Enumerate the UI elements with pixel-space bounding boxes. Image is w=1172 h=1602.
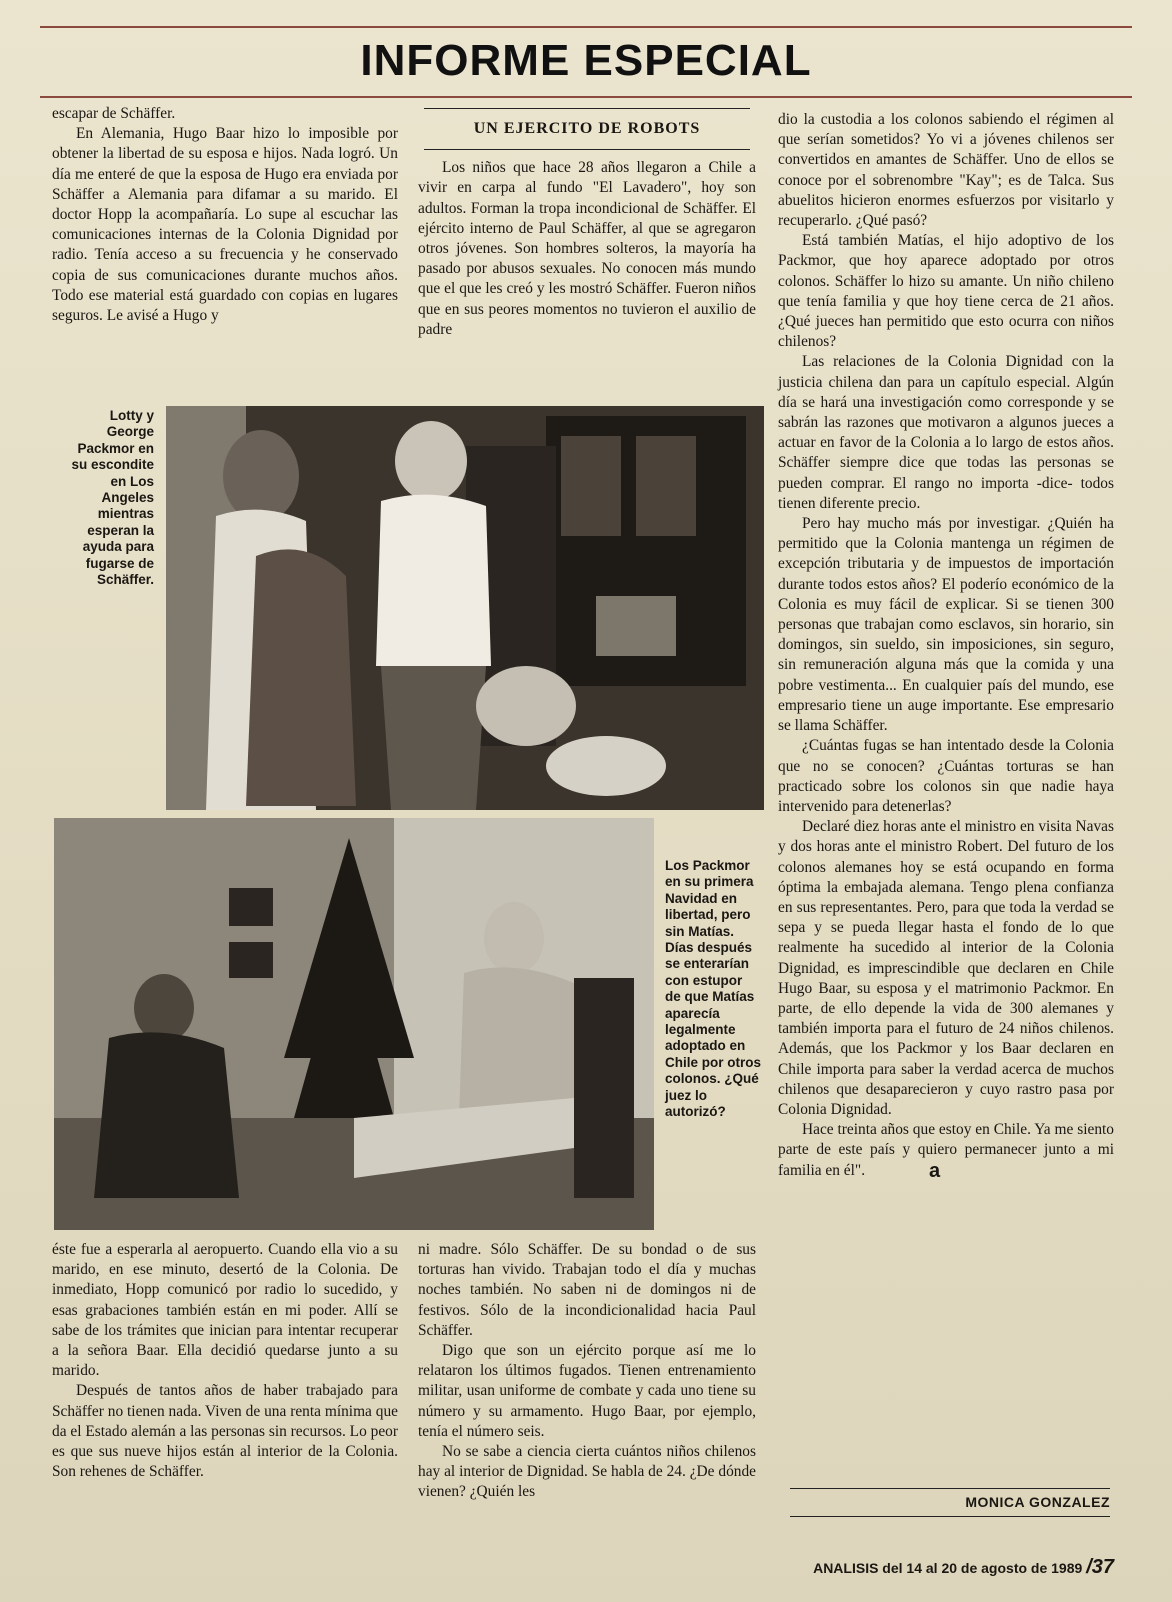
paragraph: Declaré diez horas ante el ministro en visita Navas y dos horas ante el ministro Robert. Del futuro de los colonos alemanes hoy se está ocupando en forma óptima la embajada alemana. Tengo plena confianza en sus representantes. Pero, para que toda la verdad se sepa y se pueda llegar hasta el fondo de lo que realmente ha sucedido al interior de la Colonia Dignidad, es imprescindible que declaren en Chile Hugo Baar, su esposa y el matrimonio Packmor. En parte, de ello depende la vida de 300 alemanes y también importa para el futuro de 24 niños chilenos. Además, que los Packmor y los Baar declaren en Chile importa para saber la verdad acerca de muchos chilenos que desaparecieron y cuyo rastro pasa por Colonia Dignidad. [778, 818, 1114, 1118]
paragraph: dio la custodia a los colonos sabiendo el régimen al que serían sometidos? Yo vi a jóvenes chilenos ser convertidos en amantes de Schäffer. Uno de ellos se conoce por el sobrenombre "Kay"; es de Talca. Sus abuelitos hicieron enormes esfuerzos por visitarlo y recuperarlo. ¿Qué pasó? [778, 111, 1114, 230]
photo-caption-1: Lotty y George Packmor en su escondite en Los Angeles mientras esperan la ayuda para fugarse de Schäffer. [71, 408, 154, 588]
subhead-rule-bottom [424, 149, 750, 150]
publication-info: ANALISIS del 14 al 20 de agosto de 1989 [813, 1560, 1083, 1576]
photo-illustration [54, 818, 654, 1230]
paragraph-last [778, 1120, 1114, 1181]
right-column [778, 110, 1114, 1181]
subhead-rule-top [424, 108, 750, 109]
photo-packmor-christmas [54, 818, 654, 1230]
byline-rule-bottom [790, 1516, 1110, 1517]
paragraph: éste fue a esperarla al aeropuerto. Cuando ella vio a su marido, en ese minuto, desertó de la Colonia. De inmediato, Hopp comunicó por radio lo sucedido, y esas grabaciones también están en mi poder. Allí se sabe de los trámites que inician para intentar recuperar a la señora Baar. Ella decidió quedarse junto a su marido. [52, 1241, 398, 1380]
byline-rule-top [790, 1488, 1110, 1489]
paragraph: ¿Cuántas fugas se han intentado desde la Colonia que no se conocen? ¿Cuántas torturas se han practicado sobre los colonos sin que nadie haya intervenido para detenerlas? [778, 737, 1114, 815]
paragraph: Las relaciones de la Colonia Dignidad con la justicia chilena dan para un capítulo especial. Algún día se hará una investigación como corresponde y se sabrán las razones que motivaron a algunos jueces a actuar en favor de la Colonia a lo largo de estos años. Schäffer siempre dice que todas las personas se pueden comprar. El rango no importa -dice- todos tienen diferente precio. [778, 353, 1114, 512]
paragraph: No se sabe a ciencia cierta cuántos niños chilenos hay al interior de Dignidad. Se habla de 24. ¿De dónde vienen? ¿Quién les [418, 1443, 756, 1501]
photo-illustration [166, 406, 764, 810]
paragraph: escapar de Schäffer. [52, 105, 176, 122]
page-footer [760, 1556, 1114, 1579]
header-rule-top [40, 26, 1132, 28]
paragraph: Pero hay mucho más por investigar. ¿Quién ha permitido que la Colonia mantenga un régimen de excepción tributaria y de impuestos de importación durante todos estos años? El poderío económico de la Colonia es muy fácil de explicar. Si se tienen 300 personas que trabajan como esclavos, sin horario, sin domingos, sin sueldo, sin imposiciones, sin seguro, sin remuneración alguna más que la comida y una pobre vestimenta... En cualquier país del mundo, ese empresario tiene un auge importante. Ese empresario se llama Schäffer. [778, 515, 1114, 735]
left-column-bottom [52, 1240, 398, 1482]
paragraph-text: Hace treinta años que estoy en Chile. Ya me siento parte de este país y quiero permanecer junto a mi familia en él". [778, 1121, 1114, 1179]
paragraph: En Alemania, Hugo Baar hizo lo imposible por obtener la libertad de su esposa e hijos. Nada logró. Un día me enteré de que la esposa de Hugo era enviada por Schäffer a Alemania para difamar a su marido. El doctor Hopp la acompañaría. Lo supe al escuchar las comunicaciones internas de la Colonia Dignidad por radio. Tenía acceso a su frecuencia y he conservado copia de sus comunicaciones durante muchos años. Todo ese material está guardado con copias en lugares seguros. Le avisé a Hugo y [52, 125, 398, 325]
page-number: /37 [1086, 1556, 1114, 1578]
paragraph: Está también Matías, el hijo adoptivo de los Packmor, que hoy aparece adoptado por otros colonos. Schäffer lo hizo su amante. Un niño chileno que tenía familia y que hoy tiene cerca de 21 años. ¿Qué jueces han permitido que esto ocurra con niños chilenos? [778, 232, 1114, 351]
header-rule-bottom [40, 96, 1132, 98]
subhead: UN EJERCITO DE ROBOTS [473, 120, 701, 137]
photo-packmor-hideout [166, 406, 764, 810]
paragraph: Los niños que hace 28 años llegaron a Chile a vivir en carpa al fundo "El Lavadero", hoy son adultos. Forman la tropa incondicional de Schäffer. El ejército interno de Paul Schäffer, al que se agregaron otros jóvenes. Son hombres solteros, la mayoría ha pasado por abusos sexuales. No conocen más mundo que el que les creó y les mostró Schäffer. Fueron niños que en sus peores momentos no tuvieron el auxilio de padre [418, 159, 756, 338]
end-mark-icon: a [929, 1159, 941, 1182]
paragraph: Después de tantos años de haber trabajado para Schäffer no tienen nada. Viven de una renta mínima que da el Estado alemán a las personas sin recursos. Lo peor es que sus nueve hijos están al interior de la Colonia. Son rehenes de Schäffer. [52, 1382, 398, 1481]
photo-caption-2: Los Packmor en su primera Navidad en libertad, pero sin Matías. Días después se enterarían con estupor de que Matías aparecía legalmente adoptado en Chile por otros colonos. ¿Qué juez lo autorizó? [665, 858, 762, 1120]
paragraph: ni madre. Sólo Schäffer. De su bondad o de sus torturas han vivido. Trabajan todo el día y muchas noches también. No saben ni de domingos ni de festivos. Sólo de la incondicionalidad hacia Paul Schäffer. [418, 1241, 756, 1339]
middle-column-top [418, 108, 756, 340]
section-title: INFORME ESPECIAL [360, 36, 812, 85]
left-column-top [52, 104, 398, 326]
byline: MONICA GONZALEZ [965, 1494, 1110, 1510]
middle-column-bottom [418, 1240, 756, 1503]
paragraph: Digo que son un ejército porque así me lo relataron los últimos fugados. Tienen entrenamiento militar, usan uniforme de combate y cada uno tiene su número y su armamento. Hugo Baar, por ejemplo, tenía el número seis. [418, 1342, 756, 1440]
